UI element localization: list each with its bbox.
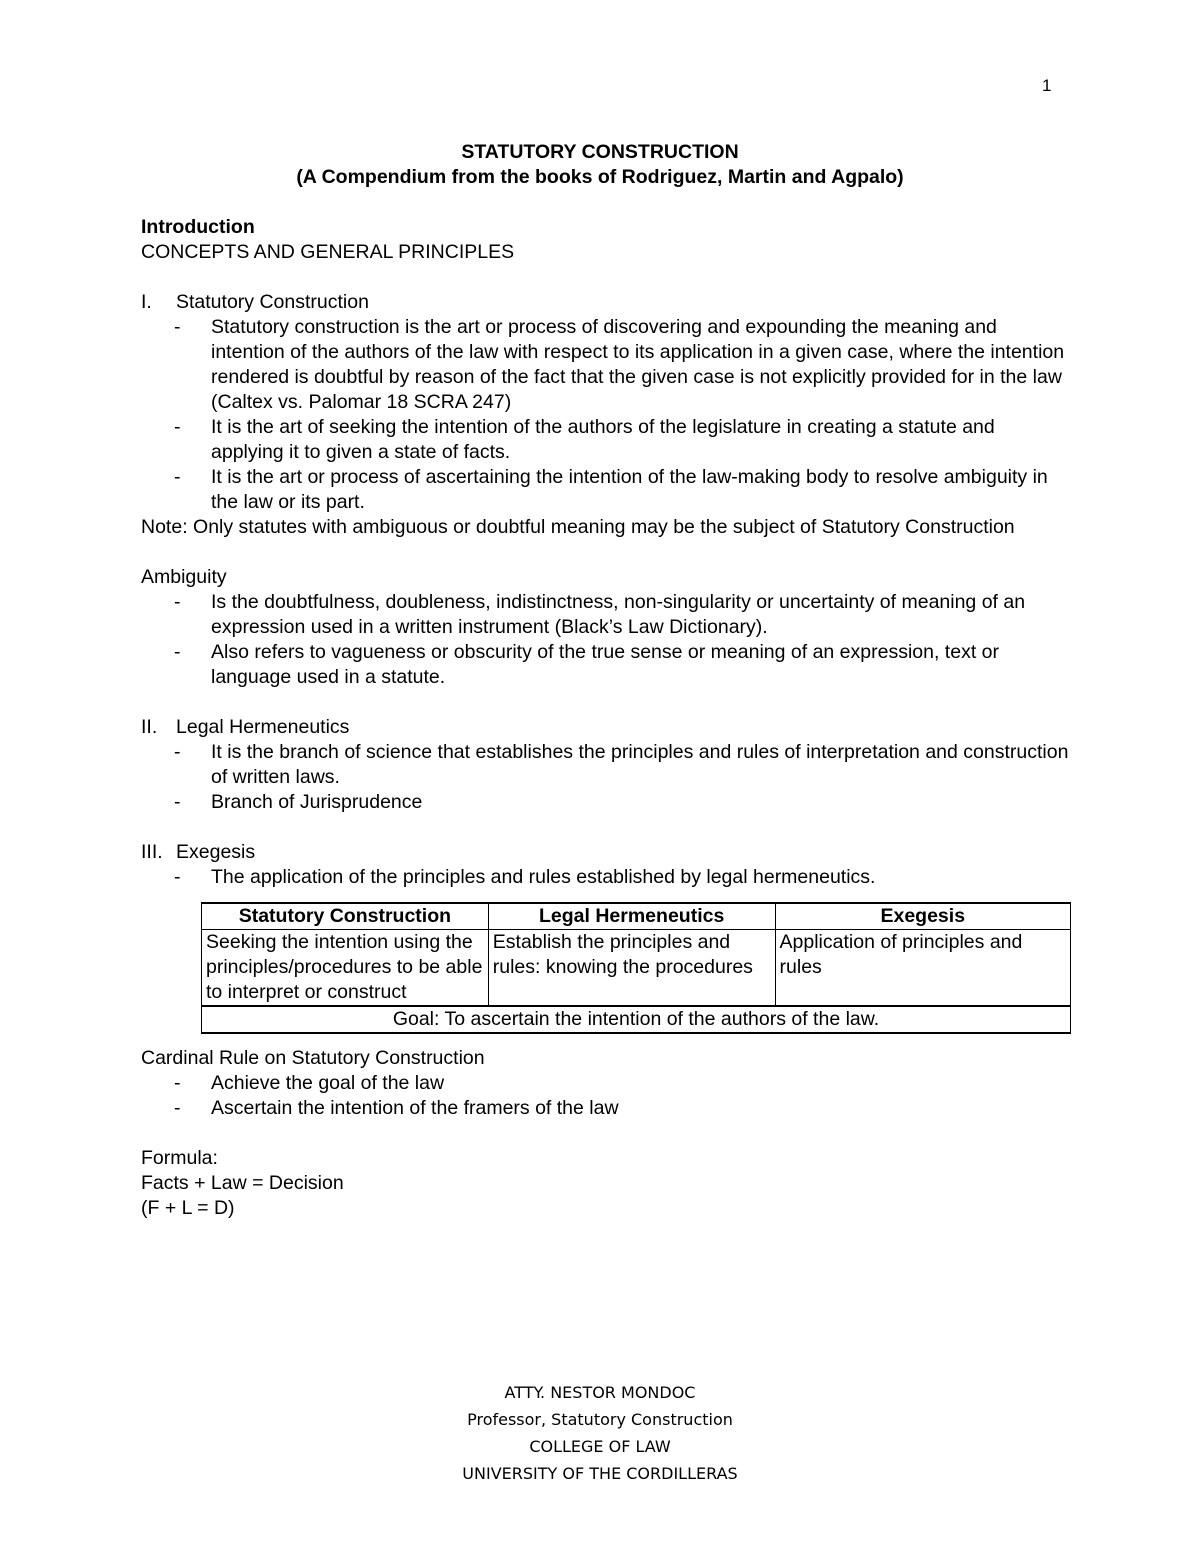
list-item: - Also refers to vagueness or obscurity of the true sense or meaning of an expression, text or language used in a statute. xyxy=(174,641,999,688)
section-title: Legal Hermeneutics xyxy=(176,716,350,738)
list-item: - Statutory construction is the art or process of discovering and expounding the meaning and intention of the authors of the law with respect to its application in a given case, where the intention rendered is doubtful by reason of the fact that the given case is not explicitly provided for in the law (Caltex vs. Palomar 18 SCRA 247) xyxy=(174,316,1065,413)
university-name: UNIVERSITY OF THE CORDILLERAS xyxy=(462,1464,738,1483)
document-title-block xyxy=(0,140,1200,190)
bullet-dash: - xyxy=(174,866,181,888)
table-header-cell: Legal Hermeneutics xyxy=(488,903,775,930)
formula-abbrev: (F + L = D) xyxy=(141,1197,235,1219)
table-header-row xyxy=(202,903,1071,930)
section-statutory-construction xyxy=(141,290,1071,315)
section-number: III. xyxy=(141,841,163,863)
note: Note: Only statutes with ambiguous or doubtful meaning may be the subject of Statutory Construction xyxy=(141,516,1015,538)
formula-line: Facts + Law = Decision xyxy=(141,1172,344,1194)
formula-label: Formula: xyxy=(141,1147,218,1169)
list-item: - Is the doubtfulness, doubleness, indistinctness, non-singularity or uncertainty of meaning of an expression used in a written instrument (Black’s Law Dictionary). xyxy=(174,591,1026,638)
section-number: I. xyxy=(141,291,152,313)
table-cell: Seeking the intention using the principles/procedures to be able to interpret or construct xyxy=(202,930,489,1007)
list-item: - Achieve the goal of the law xyxy=(174,1072,445,1094)
intro-subheading: CONCEPTS AND GENERAL PRINCIPLES xyxy=(141,241,515,263)
section-exegesis xyxy=(141,840,1071,865)
college-name: COLLEGE OF LAW xyxy=(529,1437,671,1456)
bullet-dash: - xyxy=(174,791,181,813)
author-name: ATTY. NESTOR MONDOC xyxy=(504,1383,696,1402)
footer xyxy=(0,1379,1200,1487)
bullet-dash: - xyxy=(174,1097,181,1119)
author-position: Professor, Statutory Construction xyxy=(467,1410,733,1429)
bullet-dash: - xyxy=(174,416,181,438)
section-title: Exegesis xyxy=(176,841,256,863)
table-row xyxy=(202,930,1071,1007)
table-cell: Establish the principles and rules: knowing the procedures xyxy=(488,930,775,1007)
list-item: - Ascertain the intention of the framers of the law xyxy=(174,1097,619,1119)
section-legal-hermeneutics xyxy=(141,715,1071,740)
list-item: - It is the branch of science that establishes the principles and rules of interpretation and construction of written laws. xyxy=(174,741,1069,788)
bullet-dash: - xyxy=(174,641,181,663)
list-item: - The application of the principles and rules established by legal hermeneutics. xyxy=(174,866,876,888)
list-item: - It is the art or process of ascertaining the intention of the law-making body to resolve ambiguity in the law or its part. xyxy=(174,466,1048,513)
intro-heading: Introduction xyxy=(141,216,255,238)
table-cell: Application of principles and rules xyxy=(775,930,1070,1007)
bullet-dash: - xyxy=(174,591,181,613)
bullet-dash: - xyxy=(174,466,181,488)
table-header-cell: Statutory Construction xyxy=(202,903,489,930)
section-number: II. xyxy=(141,716,158,738)
table-goal-cell: Goal: To ascertain the intention of the authors of the law. xyxy=(202,1006,1071,1033)
ambiguity-heading: Ambiguity xyxy=(141,566,227,588)
list-item: - Branch of Jurisprudence xyxy=(174,791,423,813)
comparison-table xyxy=(201,902,1071,1034)
bullet-dash: - xyxy=(174,1072,181,1094)
bullet-dash: - xyxy=(174,316,181,338)
section-title: Statutory Construction xyxy=(176,291,369,313)
document-body xyxy=(141,215,1071,1221)
table-header-cell: Exegesis xyxy=(775,903,1070,930)
page-number: 1 xyxy=(1042,76,1052,95)
document-title: STATUTORY CONSTRUCTION xyxy=(461,141,739,163)
cardinal-rule-heading: Cardinal Rule on Statutory Construction xyxy=(141,1047,485,1069)
list-item: - It is the art of seeking the intention of the authors of the legislature in creating a statute and applying it to given a state of facts. xyxy=(174,416,995,463)
bullet-dash: - xyxy=(174,741,181,763)
table-goal-row xyxy=(202,1006,1071,1033)
document-subtitle: (A Compendium from the books of Rodriguez, Martin and Agpalo) xyxy=(296,166,904,188)
